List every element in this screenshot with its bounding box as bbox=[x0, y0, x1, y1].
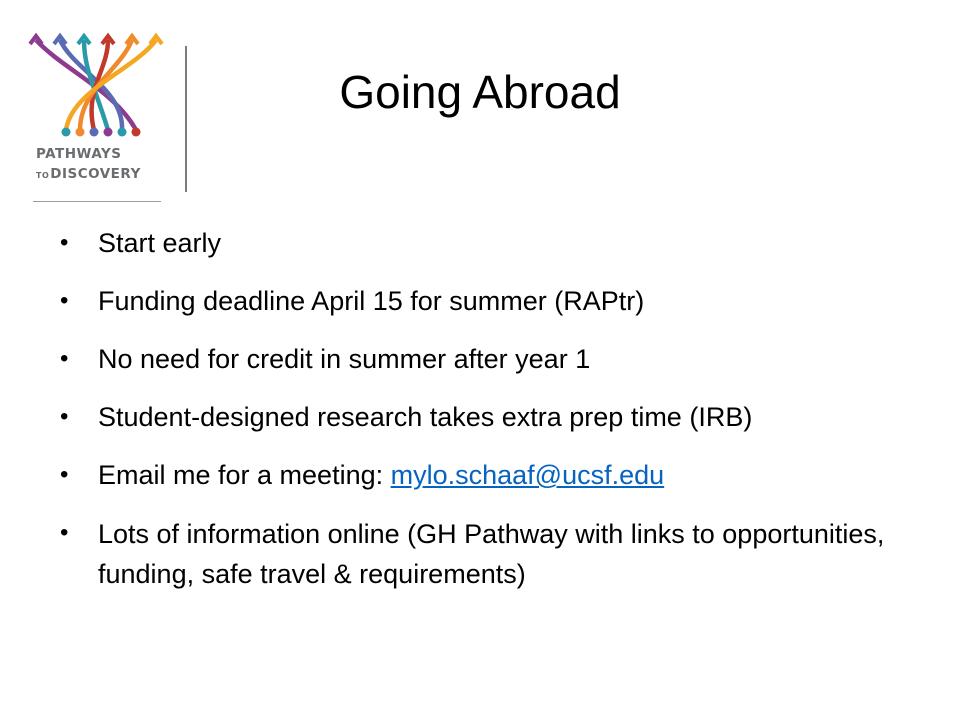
bullet-list bbox=[60, 224, 940, 614]
slide-title-text: Going Abroad bbox=[339, 66, 621, 118]
email-link[interactable]: mylo.schaaf@ucsf.edu bbox=[390, 460, 665, 490]
bullet-glyph: • bbox=[60, 287, 69, 314]
logo-divider-horizontal bbox=[33, 201, 161, 202]
bullet-text: Student-designed research takes extra prep time (IRB) bbox=[98, 402, 753, 432]
bullet-glyph: • bbox=[60, 403, 69, 430]
logo-text-pathways: PATHWAYS bbox=[36, 146, 122, 162]
bullet-text: Funding deadline April 15 for summer (RAPtr) bbox=[98, 286, 645, 316]
logo-text-to: TO bbox=[36, 171, 50, 180]
bullet-glyph: • bbox=[60, 519, 69, 546]
bullet-text: Email me for a meeting: bbox=[98, 460, 391, 490]
logo-text-discovery-word: DISCOVERY bbox=[50, 166, 141, 182]
logo-text-discovery bbox=[36, 166, 176, 182]
bullet-item bbox=[60, 514, 940, 594]
bullet-item bbox=[60, 224, 940, 262]
bullet-item bbox=[60, 282, 940, 320]
bullet-item bbox=[60, 456, 940, 494]
bullet-item bbox=[60, 340, 940, 378]
bullet-text: Lots of information online (GH Pathway with links to opportunities, funding, safe travel & requirements) bbox=[98, 519, 885, 589]
bullet-text: No need for credit in summer after year 1 bbox=[98, 344, 591, 374]
bullet-item bbox=[60, 398, 940, 436]
bullet-glyph: • bbox=[60, 229, 69, 256]
slide-title bbox=[0, 56, 960, 128]
bullet-glyph: • bbox=[60, 345, 69, 372]
bullet-glyph: • bbox=[60, 461, 69, 488]
bullet-text: Start early bbox=[98, 228, 222, 258]
